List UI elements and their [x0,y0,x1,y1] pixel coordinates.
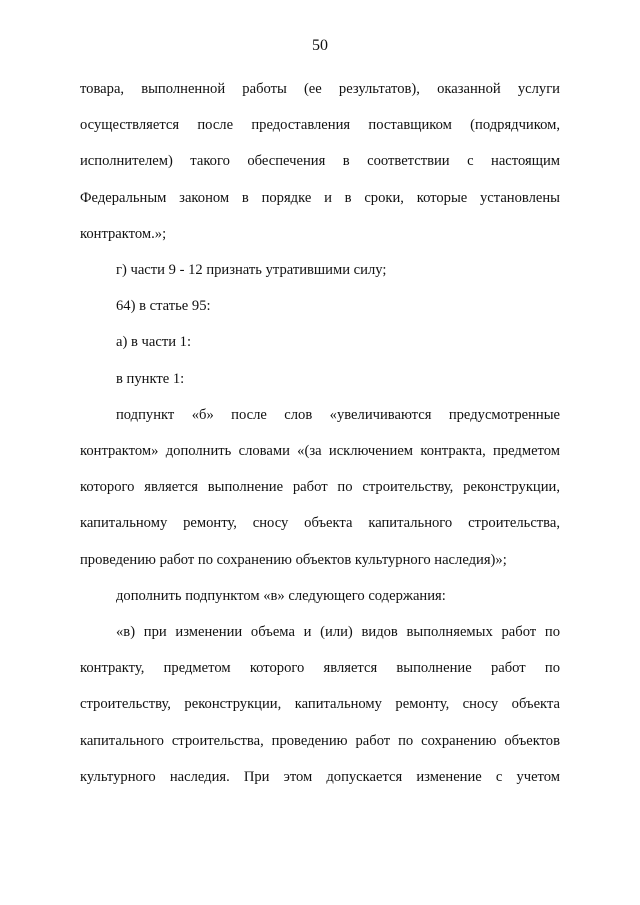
text-line: проведению работ по сохранению объектов культурного наследия)»; [80,551,507,568]
text-line: товара, выполненной работы (ее результатов), оказанной услуги [80,81,560,97]
document-body [80,71,560,795]
text-line: «в) при изменении объема и (или) видов выполняемых работ по [116,624,560,641]
text-line: капитальному ремонту, сносу объекта капитального строительства, [80,515,560,532]
text-line: контрактом.»; [80,225,167,242]
text-line: в пункте 1: [116,370,185,387]
text-line: культурного наследия. При этом допускается изменение с учетом [80,768,560,785]
text-line: г) части 9 - 12 признать утратившими силу; [116,262,387,279]
text-line: исполнителем) такого обеспечения в соответствии с настоящим [80,153,560,170]
text-line: а) в части 1: [116,334,192,351]
text-line: осуществляется после предоставления поставщиком (подрядчиком, [80,117,560,134]
page-number: 50 [312,37,328,54]
text-line: контрактом» дополнить словами «(за исключением контракта, предметом [80,443,560,460]
text-line: строительству, реконструкции, капитальному ремонту, сносу объекта [80,696,560,713]
text-line: подпункт «б» после слов «увеличиваются предусмотренные [116,406,560,423]
text-line: 64) в статье 95: [116,298,211,315]
text-line: контракту, предметом которого является выполнение работ по [80,660,560,677]
text-line: которого является выполнение работ по строительству, реконструкции, [80,479,560,496]
text-line: Федеральным законом в порядке и в сроки, которые установлены [80,189,560,206]
text-line: дополнить подпунктом «в» следующего содержания: [116,587,446,604]
text-line: капитального строительства, проведению работ по сохранению объектов [80,732,560,749]
